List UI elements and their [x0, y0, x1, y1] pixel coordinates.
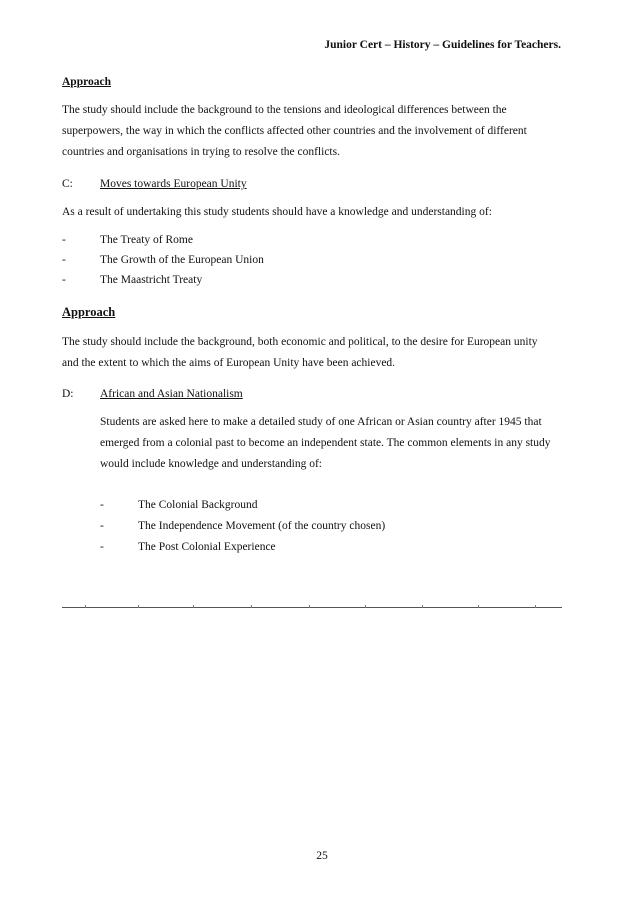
paragraph-line: and the extent to which the aims of European Unity have been achieved. — [62, 357, 396, 369]
list-dash: - — [100, 541, 104, 553]
paragraph-line: The study should include the background, both economic and political, to the desire for European unity — [62, 336, 538, 348]
page-number: 25 — [316, 850, 328, 862]
rule-tick — [309, 605, 310, 608]
list-item-text: The Post Colonial Experience — [138, 541, 276, 553]
section-d-letter: D: — [62, 388, 74, 400]
section-c-intro: As a result of undertaking this study students should have a knowledge and understanding of: — [62, 206, 492, 218]
approach-paragraph-2 — [62, 332, 538, 374]
rule-tick — [535, 605, 536, 608]
section-c-title: Moves towards European Unity — [100, 178, 247, 190]
list-dash: - — [100, 499, 104, 511]
approach-paragraph-1 — [62, 100, 527, 163]
rule-tick — [251, 605, 252, 608]
section-d-paragraph — [100, 412, 551, 475]
rule-tick — [85, 605, 86, 608]
rule-tick — [138, 605, 139, 608]
list-dash: - — [62, 274, 66, 286]
approach-heading-1: Approach — [62, 76, 111, 88]
section-d-title: African and Asian Nationalism — [100, 388, 243, 400]
rule-tick — [478, 605, 479, 608]
list-item-text: The Maastricht Treaty — [100, 274, 203, 286]
paragraph-line: superpowers, the way in which the conflicts affected other countries and the involvement of different — [62, 125, 527, 137]
rule-tick — [422, 605, 423, 608]
list-item-text: The Growth of the European Union — [100, 254, 264, 266]
paragraph-line: The study should include the background to the tensions and ideological differences between the — [62, 104, 507, 116]
rule-tick — [365, 605, 366, 608]
paragraph-line: emerged from a colonial past to become an independent state. The common elements in any study — [100, 437, 551, 449]
list-dash: - — [62, 254, 66, 266]
list-item-text: The Treaty of Rome — [100, 234, 193, 246]
document-header: Junior Cert – History – Guidelines for Teachers. — [324, 39, 561, 51]
list-item-text: The Independence Movement (of the country chosen) — [138, 520, 386, 532]
list-dash: - — [100, 520, 104, 532]
rule-tick — [193, 605, 194, 608]
section-c-letter: C: — [62, 178, 73, 190]
approach-heading-2: Approach — [62, 305, 116, 319]
list-item-text: The Colonial Background — [138, 499, 258, 511]
paragraph-line: would include knowledge and understanding of: — [100, 458, 322, 470]
horizontal-rule — [62, 607, 562, 608]
paragraph-line: Students are asked here to make a detailed study of one African or Asian country after 1945 that — [100, 416, 542, 428]
paragraph-line: countries and organisations in trying to resolve the conflicts. — [62, 146, 340, 158]
list-dash: - — [62, 234, 66, 246]
